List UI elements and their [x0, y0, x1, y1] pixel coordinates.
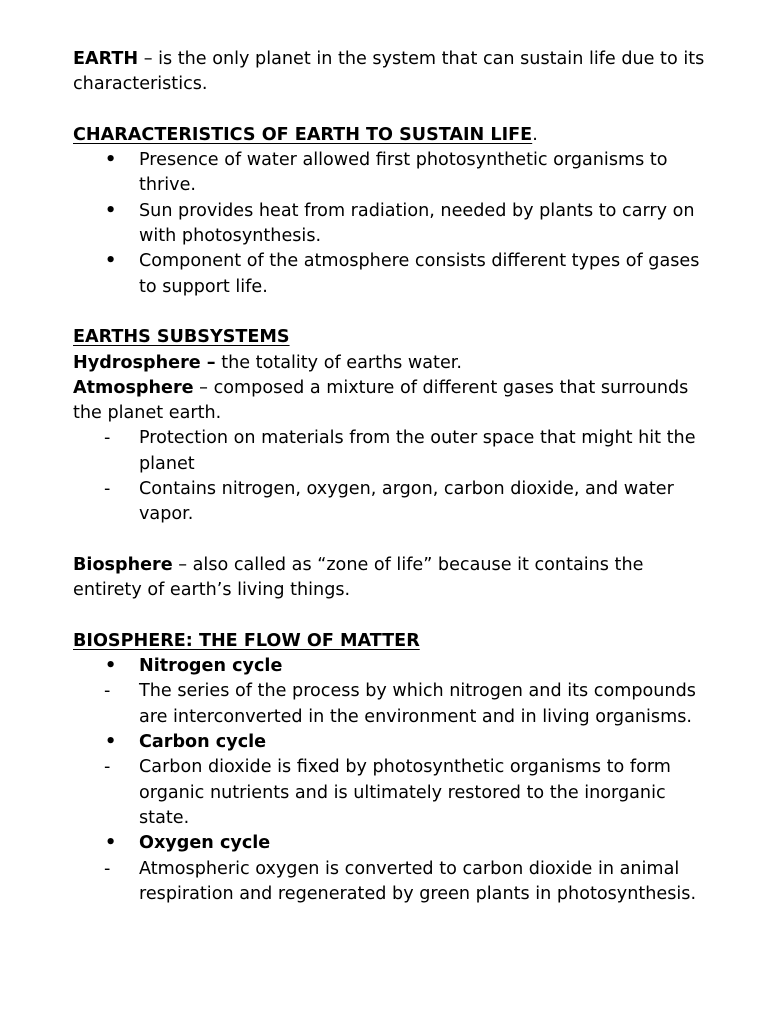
characteristics-heading-suffix: . — [532, 124, 538, 145]
characteristics-heading: CHARACTERISTICS OF EARTH TO SUSTAIN LIFE — [73, 124, 533, 145]
dash-marker: - — [104, 757, 111, 778]
atmosphere-list — [73, 426, 713, 527]
hydrosphere-text: the totality of earths water. — [215, 352, 462, 373]
cycle-name: Oxygen cycle — [139, 833, 271, 854]
biosphere-text: – also called as “zone of life” because it contains the entirety of earth’s living things. — [73, 554, 644, 601]
atmosphere-definition — [73, 376, 713, 427]
list-item — [73, 148, 713, 199]
cycle-name: Nitrogen cycle — [139, 656, 283, 677]
earth-intro — [73, 47, 713, 98]
atmosphere-term: Atmosphere — [73, 377, 194, 398]
list-item-text: Presence of water allowed first photosynthetic organisms to thrive. — [139, 150, 668, 196]
cycle-description-item — [73, 679, 713, 730]
bullet-marker: • — [105, 732, 117, 753]
list-item — [73, 426, 713, 477]
bullet-marker: • — [105, 833, 117, 854]
flow-heading-line — [73, 629, 713, 654]
cycle-description: Atmospheric oxygen is converted to carbon dioxide in animal respiration and regenerated by green plants in photosynthesis. — [139, 858, 697, 904]
cycle-description-item — [73, 755, 713, 831]
cycle-name-item — [73, 654, 713, 679]
dash-marker: - — [104, 428, 111, 449]
biosphere-definition — [73, 553, 713, 604]
cycle-name-item — [73, 730, 713, 755]
flow-heading: BIOSPHERE: THE FLOW OF MATTER — [73, 630, 420, 651]
atmosphere-text: – composed a mixture of different gases that surrounds the planet earth. — [73, 377, 689, 424]
hydrosphere-term: Hydrosphere – — [73, 352, 216, 373]
bullet-marker: • — [105, 251, 117, 272]
cycle-description: The series of the process by which nitrogen and its compounds are interconverted in the environment and in living organisms. — [139, 681, 696, 727]
characteristics-list — [73, 148, 713, 300]
spacer — [73, 528, 713, 553]
dash-marker: - — [104, 681, 111, 702]
list-item — [73, 199, 713, 250]
earth-term: EARTH — [73, 49, 139, 69]
spacer — [73, 300, 713, 325]
list-item-text: Component of the atmosphere consists different types of gases to support life. — [139, 251, 700, 297]
cycle-description: Carbon dioxide is fixed by photosynthetic organisms to form organic nutrients and is ultimately restored to the inorganic state. — [139, 757, 671, 828]
list-item-text: Protection on materials from the outer space that might hit the planet — [139, 428, 696, 474]
subsystems-heading-line — [73, 325, 713, 350]
bullet-marker: • — [105, 200, 117, 221]
dash-marker: - — [104, 858, 111, 879]
cycle-name-item — [73, 831, 713, 856]
spacer — [73, 604, 713, 629]
spacer — [73, 98, 713, 123]
document-page — [73, 47, 713, 907]
bullet-marker: • — [105, 150, 117, 171]
list-item-text: Sun provides heat from radiation, needed by plants to carry on with photosynthesis. — [139, 200, 695, 247]
cycles-list — [73, 654, 713, 907]
list-item-text: Contains nitrogen, oxygen, argon, carbon dioxide, and water vapor. — [139, 479, 674, 525]
earth-definition: – is the only planet in the system that can sustain life due to its characteristics. — [73, 49, 705, 95]
subsystems-heading: EARTHS SUBSYSTEMS — [73, 327, 290, 348]
bullet-marker: • — [105, 656, 117, 677]
characteristics-heading-line — [73, 123, 713, 148]
cycle-description-item — [73, 857, 713, 908]
biosphere-term: Biosphere — [73, 554, 173, 575]
dash-marker: - — [104, 479, 111, 500]
cycle-name: Carbon cycle — [139, 732, 267, 753]
list-item — [73, 477, 713, 528]
hydrosphere-definition — [73, 351, 713, 376]
list-item — [73, 249, 713, 300]
